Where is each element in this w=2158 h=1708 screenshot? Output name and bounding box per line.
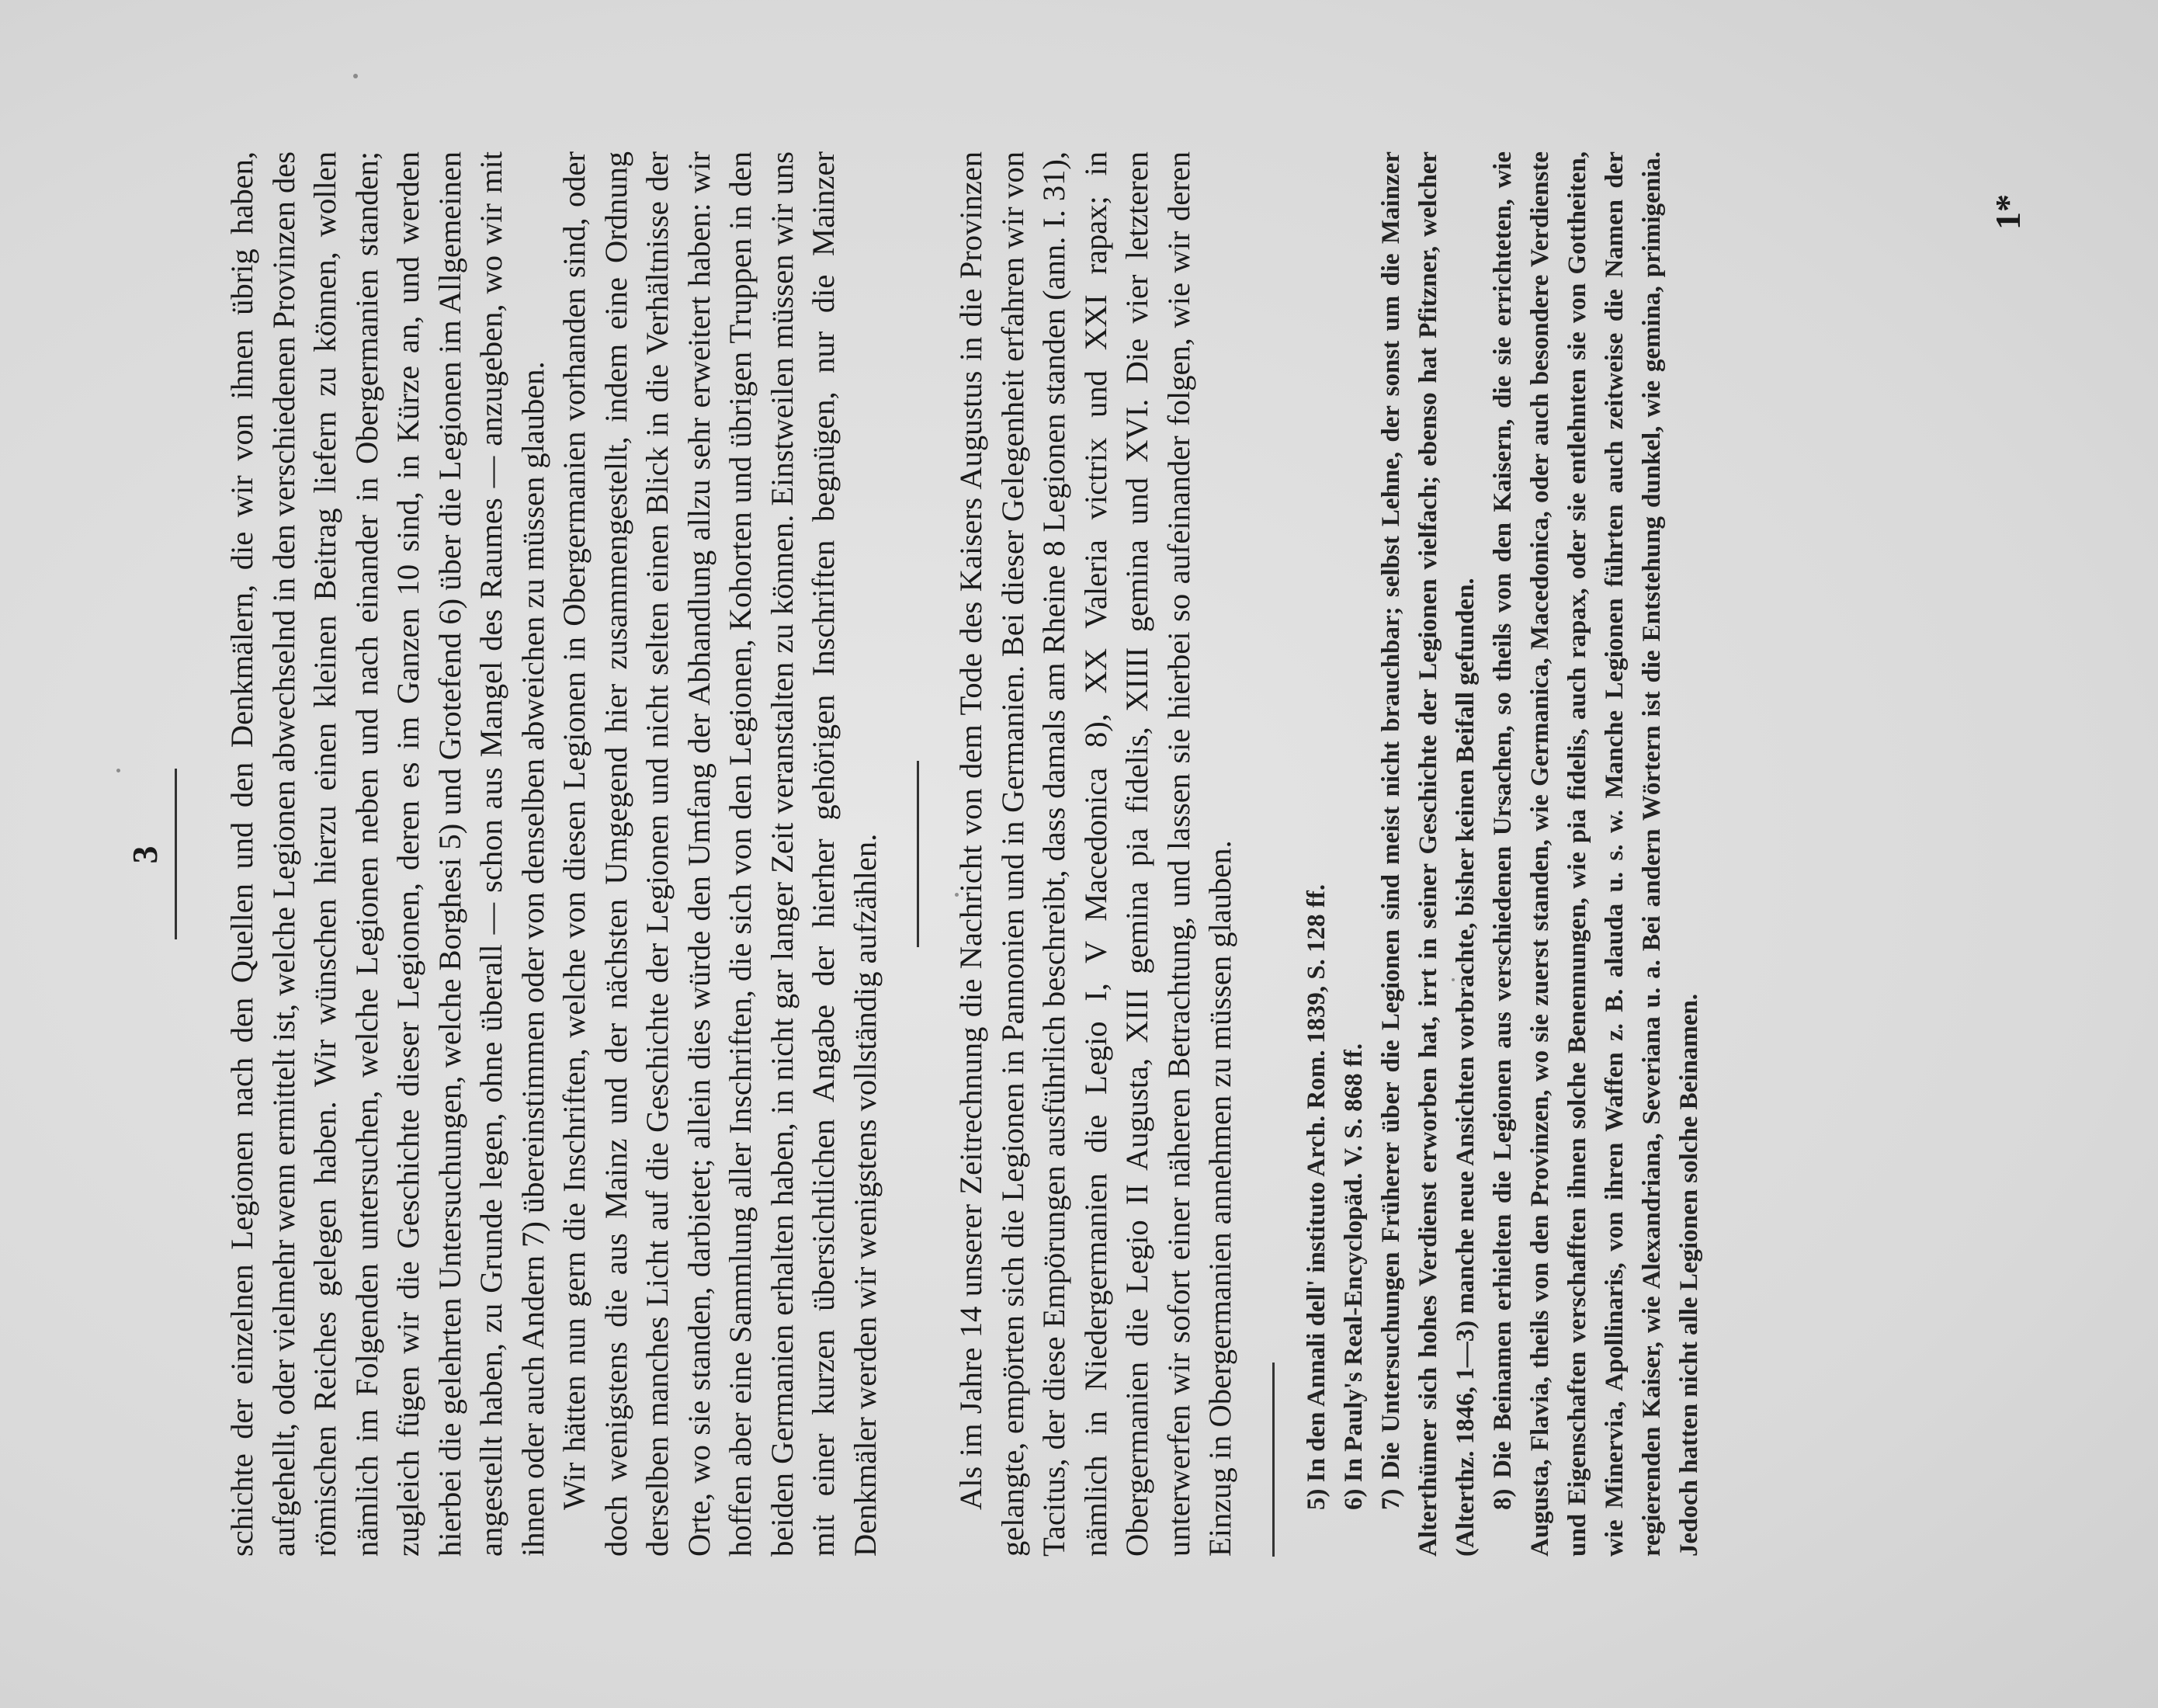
signature-mark: 1* (1988, 194, 2028, 230)
footnote-6: 6) In Pauly's Real-Encyclopäd. V. S. 868 ff. (1339, 1043, 1368, 1510)
paragraph-1: schichte der einzelnen Legionen nach den Quellen und den Denkmälern, die wir von ihnen übrig haben, aufgehellt, oder vielmehr wenn ermittelt ist, welche Legionen abwechselnd in den verschiedenen Provinzen des römischen Reiches gelegen haben. Wir wünschen hierzu einen kleinen Beitrag liefern zu können, wollen nämlich im Folgenden untersuchen, welche Legionen neben und nach einander in Obergermanien standen; zugleich fügen wir die Geschichte dieser Legionen, deren es im Ganzen 10 sind, in Kürze an, und werden hierbei die gelehrten Untersuchungen, welche Borghesi 5) und Grotefend 6) über die Legionen im Allgemeinen angestellt haben, zu Grunde legen, ohne überall — schon aus Mangel des Raumes — anzugeben, wo wir mit ihnen oder auch Andern 7) übereinstimmen oder von denselben abweichen zu müssen glauben. (224, 151, 550, 1557)
footnotes (1298, 151, 1708, 1557)
paragraph-2: Wir hätten nun gern die Inschriften, welche von diesen Legionen in Obergermanien vorhanden sind, oder doch wenigstens die aus Mainz und der nächsten Umgegend hier zusammengestellt, indem eine Ordnung derselben manches Licht auf die Geschichte der Legionen und nicht selten einen Blick in die Verhältnisse der Orte, wo sie standen, darbietet; allein dies würde den Umfang der Abhandlung allzu sehr erweitert haben: wir hoffen aber eine Sammlung aller Inschriften, die sich von den Legionen, Kohorten und übrigen Truppen in den beiden Germanien erhalten haben, in nicht gar langer Zeit veranstalten zu können. Einstweilen müssen wir uns mit einer kurzen übersichtlichen Angabe der hierher gehörigen Inschriften begnügen, nur die Mainzer Denkmäler werden wir wenigstens vollständig aufzählen. (557, 151, 883, 1557)
footnote-5: 5) In den Annali dell' instituto Arch. Rom. 1839, S. 128 ff. (1302, 884, 1331, 1510)
paragraph-3: Als im Jahre 14 unserer Zeitrechnung die Nachricht von dem Tode des Kaisers Augustus in die Provinzen gelangte, empörten sich die Legionen in Pannonien und in Germanien. Bei dieser Gelegenheit erfahren wir von Tacitus, der diese Empörungen ausführlich beschreibt, dass damals am Rheine 8 Legionen standen (ann. I. 31), nämlich in Niedergermanien die Legio I, V Macedonica 8), XX Valeria victrix und XXI rapax; in Obergermanien die Legio II Augusta, XIII gemina pia fidelis, XIIII gemina und XVI. Die vier letzteren unterwerfen wir sofort einer näheren Betrachtung, und lassen sie hierbei so aufeinander folgen, wie wir deren Einzug in Obergermanien annehmen zu müssen glauben. (953, 151, 1237, 1557)
page-number: 3 (125, 844, 165, 864)
section-divider (917, 761, 919, 947)
footnote-rule (1272, 1363, 1275, 1557)
footnote-7: 7) Die Untersuchungen Früherer über die Legionen sind meist nicht brauchbar; selbst Lehne, der sonst um die Mainzer Alterthümer sich hohes Verdienst erworben hat, irrt in seiner Geschichte der Legionen vielfach; ebenso hat Pfitzner, welcher (Alterthz. 1846, 1—3) manche neue Ansichten vorbrachte, bisher keinen Beifall gefunden. (1376, 151, 1480, 1557)
header-rule (175, 769, 177, 939)
body-text (221, 151, 1708, 1557)
footnote-8: 8) Die Beinamen erhielten die Legionen aus verschiedenen Ursachen, so theils von den Kaisern, die sie errichteten, wie Augusta, Flavia, theils von den Provinzen, wo sie zuerst standen, wie Germanica, Macedonica, oder auch besondere Verdienste und Eigenschaften verschafften ihnen solche Benennungen, wie pia fidelis, auch rapax, oder sie entlehnten sie von Gottheiten, wie Minervia, Apollinaris, von ihren Waffen z. B. alauda u. s. w. Manche Legionen führten auch zeitweise die Namen der regierenden Kaiser, wie Alexandriana, Severiana u. a. Bei andern Wörtern ist die Entstehung dunkel, wie gemina, primigenia. Jedoch hatten nicht alle Legionen solche Beinamen. (1488, 151, 1703, 1557)
